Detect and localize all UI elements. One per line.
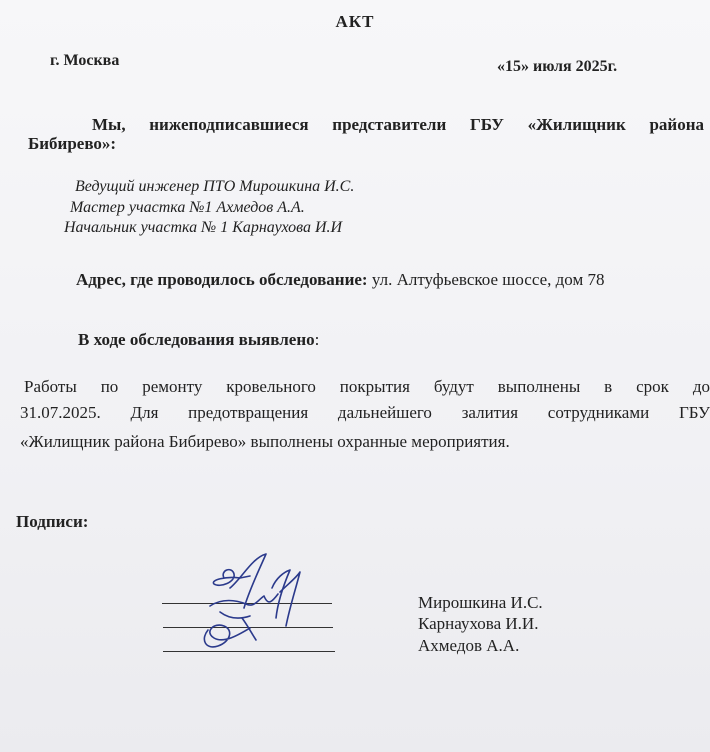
address-value: ул. Алтуфьевское шоссе, дом 78 (367, 270, 605, 289)
document-date: «15» июля 2025г. (497, 58, 618, 75)
signature-stroke-2 (230, 554, 266, 608)
findings-heading (78, 330, 319, 350)
signature-stroke-6 (204, 625, 250, 647)
body-line-1: Работы по ремонту кровельного покрытия будут выполнены в срок до (24, 377, 710, 396)
handwritten-signatures (180, 548, 320, 658)
member-3: Начальник участка № 1 Карнаухова И.И (64, 219, 343, 236)
signer-1: Мирошкина И.С. (418, 593, 543, 612)
signature-stroke-4 (272, 570, 290, 618)
member-1: Ведущий инженер ПТО Мирошкина И.С. (75, 178, 355, 195)
signer-3: Ахмедов А.А. (418, 636, 520, 655)
address-line (76, 270, 604, 290)
intro-line-1: Мы, нижеподписавшиеся представители ГБУ «Жилищник района (92, 115, 704, 134)
document-city: г. Москва (50, 52, 120, 69)
findings-colon: : (314, 330, 320, 349)
intro-line-2: Бибирево»: (28, 134, 117, 153)
signature-stroke-8 (220, 612, 250, 618)
signatures-heading: Подписи: (16, 512, 89, 531)
signature-stroke-3 (210, 594, 278, 606)
body-line-2: 31.07.2025. Для предотвращения дальнейшего залития сотрудниками ГБУ (20, 403, 710, 422)
findings-label: В ходе обследования выявлено (78, 330, 315, 349)
address-label: Адрес, где проводилось обследование: (76, 270, 368, 289)
signature-stroke-7 (242, 618, 256, 640)
body-line-3: «Жилищник района Бибирево» выполнены охранные мероприятия. (20, 432, 510, 451)
document-title: АКТ (335, 12, 375, 31)
signature-stroke-5 (280, 572, 300, 626)
member-2: Мастер участка №1 Ахмедов А.А. (70, 199, 305, 216)
signer-2: Карнаухова И.И. (418, 614, 539, 633)
